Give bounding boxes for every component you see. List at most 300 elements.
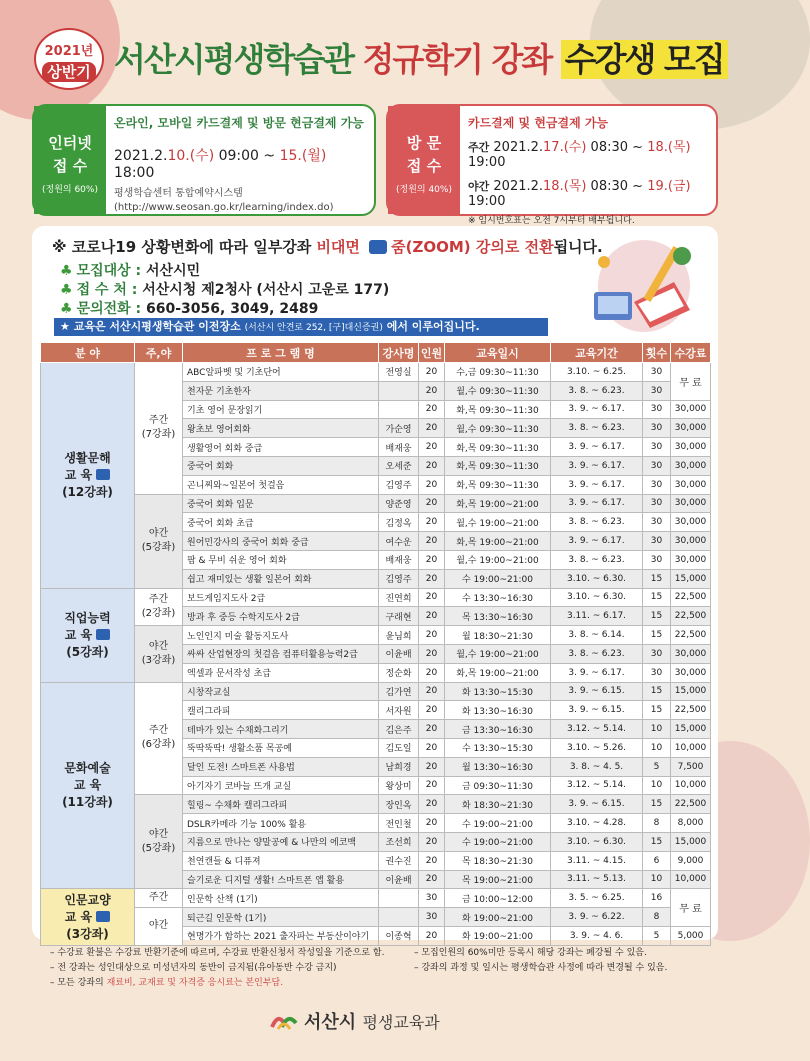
col-header: 주,야	[135, 343, 183, 363]
visit-note: ※ 임시번호표는 오전 7시부터 배부됩니다.	[468, 216, 635, 226]
cell-c: 8	[643, 908, 671, 927]
cell-d: 월,수 09:30~11:30	[445, 419, 551, 438]
cell-t: 배재웅	[379, 550, 419, 569]
logo-dept: 평생교육과	[362, 1013, 440, 1032]
category-name: 생활문해	[64, 450, 111, 465]
cell-fee: 15,000	[671, 682, 711, 701]
cell-r: 3. 9. ~ 4. 6.	[551, 926, 643, 945]
session-cell: 주간 (2강좌)	[135, 588, 183, 626]
cell-t: 윤님희	[379, 626, 419, 645]
cell-t	[379, 908, 419, 927]
session-cell: 야간	[135, 908, 183, 946]
cell-d: 수 19:00~21:00	[445, 832, 551, 851]
cell-c: 6	[643, 851, 671, 870]
cell-p: 쉽고 재미있는 생활 일본어 회화	[183, 569, 379, 588]
cell-d: 목 13:30~16:30	[445, 607, 551, 626]
page-title	[114, 34, 728, 81]
study-illustration	[574, 232, 704, 340]
cell-t: 김정옥	[379, 513, 419, 532]
cell-r: 3. 9. ~ 6.17.	[551, 456, 643, 475]
year-badge	[34, 28, 104, 90]
cell-d: 화,목 09:30~11:30	[445, 475, 551, 494]
badge-year: 2021년	[44, 44, 94, 59]
category-cell	[41, 889, 135, 945]
cell-r: 3.11. ~ 4.15.	[551, 851, 643, 870]
cell-n: 20	[419, 701, 445, 720]
cell-fee: 10,000	[671, 870, 711, 889]
col-header: 횟수	[643, 343, 671, 363]
cell-d: 월,수 19:00~21:00	[445, 550, 551, 569]
cell-c: 30	[643, 419, 671, 438]
cell-c: 15	[643, 701, 671, 720]
col-header: 수강료	[671, 343, 711, 363]
session-cell: 야간 (5강좌)	[135, 795, 183, 889]
cell-r: 3. 8. ~ 6.23.	[551, 419, 643, 438]
cell-n: 20	[419, 832, 445, 851]
cell-fee: 10,000	[671, 738, 711, 757]
cell-c: 30	[643, 550, 671, 569]
cell-c: 30	[643, 644, 671, 663]
cell-r: 3. 9. ~ 6.17.	[551, 400, 643, 419]
cell-t: 왕상미	[379, 776, 419, 795]
category-name-2: 교 육	[41, 467, 134, 484]
cell-c: 30	[643, 513, 671, 532]
col-header: 프 로 그 램 명	[183, 343, 379, 363]
cell-p: DSLR카메라 기능 100% 활용	[183, 814, 379, 833]
cell-t: 이윤배	[379, 870, 419, 889]
cell-p: 현명가가 함하는 2021 출자파는 부동산이야기	[183, 926, 379, 945]
cell-fee: 15,000	[671, 569, 711, 588]
cell-d: 화 19:00~21:00	[445, 926, 551, 945]
cell-p: 슬기로운 디지털 생활! 스마트폰 앱 활용	[183, 870, 379, 889]
cell-n: 20	[419, 720, 445, 739]
cell-p: 원어민강사의 중국어 회화 중급	[183, 532, 379, 551]
cell-p: 중국어 회화 입문	[183, 494, 379, 513]
cell-r: 3. 8. ~ 6.23.	[551, 550, 643, 569]
cell-r: 3. 5. ~ 6.25.	[551, 889, 643, 908]
table-row	[41, 889, 711, 908]
cell-t: 서자원	[379, 701, 419, 720]
cell-t: 정순화	[379, 663, 419, 682]
cell-d: 화 13:30~15:30	[445, 682, 551, 701]
cell-fee: 30,000	[671, 663, 711, 682]
cell-p: 싸싸 산업현장의 첫걸음 컴퓨터활용능력2급	[183, 644, 379, 663]
cell-p: 기초 영어 문장읽기	[183, 400, 379, 419]
title-part2: 정규학기 강좌	[362, 40, 561, 79]
internet-label-1: 인터넷	[48, 134, 92, 152]
cell-fee: 5,000	[671, 926, 711, 945]
cell-p: 엑셀과 문서작성 초급	[183, 663, 379, 682]
cell-d: 수 19:00~21:00	[445, 814, 551, 833]
visit-day-period: 주간 2021.2.17.(수) 08:30 ~ 18.(목) 19:00	[468, 140, 691, 170]
cell-d: 월 13:30~16:30	[445, 757, 551, 776]
cell-t: 김은주	[379, 720, 419, 739]
category-name: 문화예술	[64, 760, 111, 775]
internet-quota: (정원의 60%)	[42, 185, 98, 195]
cell-p: 팝 & 무비 쉬운 영어 회화	[183, 550, 379, 569]
cell-r: 3.10. ~ 6.25.	[551, 363, 643, 382]
cell-d: 화,목 09:30~11:30	[445, 456, 551, 475]
cell-r: 3. 8. ~ 6.23.	[551, 513, 643, 532]
cell-c: 15	[643, 607, 671, 626]
cell-c: 30	[643, 494, 671, 513]
cell-c: 5	[643, 926, 671, 945]
main-panel	[32, 226, 718, 943]
cell-fee: 22,500	[671, 607, 711, 626]
category-count: (5강좌)	[66, 644, 109, 659]
session-cell: 야간 (5강좌)	[135, 494, 183, 588]
session-cell: 야간 (3강좌)	[135, 626, 183, 682]
cell-r: 3.11. ~ 6.17.	[551, 607, 643, 626]
cell-t: 양준영	[379, 494, 419, 513]
category-name-2: 교 육	[73, 777, 102, 792]
cell-d: 화,목 19:00~21:00	[445, 494, 551, 513]
cell-p: 방과 후 중등 수학지도사 2급	[183, 607, 379, 626]
table-row	[41, 908, 711, 927]
internet-period: 2021.2.10.(수) 09:00 ~ 15.(월) 18:00	[114, 148, 327, 181]
cell-c: 30	[643, 532, 671, 551]
cell-p: 지름으로 만나는 양말공예 & 나만의 에코백	[183, 832, 379, 851]
category-count: (11강좌)	[62, 794, 113, 809]
cell-c: 15	[643, 682, 671, 701]
info-target: ♣ 모집대상 : 서산시민	[60, 263, 201, 279]
cell-p: 힐링~ 수채화 캘리그라피	[183, 795, 379, 814]
category-count: (12강좌)	[62, 484, 113, 499]
info-place: ♣ 접 수 처 : 서산시청 제2청사 (서산시 고운로 177)	[60, 282, 390, 298]
cell-n: 20	[419, 776, 445, 795]
title-part1: 서산시평생학습관	[114, 40, 363, 79]
cell-r: 3.12. ~ 5.14.	[551, 720, 643, 739]
cell-t: 김도일	[379, 738, 419, 757]
footnote-line-1: – 수강료 환불은 수강료 반환기준에 따르며, 수강료 반환신청서 작성일을 기준으로 함. – 모집인원의 60%미만 등록시 해당 강좌는 폐강될 수 있음.	[50, 948, 647, 958]
category-cell	[41, 588, 135, 682]
table-row	[41, 682, 711, 701]
cell-fee: 30,000	[671, 532, 711, 551]
cell-fee: 30,000	[671, 550, 711, 569]
cell-c: 30	[643, 475, 671, 494]
cell-d: 화 18:30~21:30	[445, 795, 551, 814]
cell-fee: 30,000	[671, 419, 711, 438]
table-row	[41, 588, 711, 607]
cell-d: 월,수 19:00~21:00	[445, 644, 551, 663]
cell-p: 퇴근길 인문학 (1기)	[183, 908, 379, 927]
info-phone: ♣ 문의전화 : 660-3056, 3049, 2489	[60, 301, 319, 317]
cell-p: 달인 도전! 스마트폰 사용법	[183, 757, 379, 776]
footnote-line-2: – 전 강좌는 성인대상으로 미성년자의 동반이 금지됨(유아동반 수강 금지) – 강좌의 과정 및 일시는 평생학습관 사정에 따라 변경될 수 있음.	[50, 963, 668, 973]
zoom-icon	[369, 240, 387, 254]
cell-d: 화 13:30~16:30	[445, 701, 551, 720]
cell-t: 전영실	[379, 363, 419, 382]
zoom-icon	[96, 629, 110, 640]
visit-label-2: 접 수	[406, 157, 442, 175]
badge-half: 상반기	[42, 62, 96, 82]
cell-c: 10	[643, 776, 671, 795]
cell-n: 20	[419, 663, 445, 682]
cell-t: 진연희	[379, 588, 419, 607]
cell-n: 20	[419, 475, 445, 494]
visit-label-1: 방 문	[406, 134, 442, 152]
fee-free-cell: 무 료	[671, 889, 711, 927]
table-row	[41, 494, 711, 513]
footnote-line-3: – 모든 강좌의 재료비, 교재료 및 자격증 응시료는 본인부담.	[50, 978, 284, 988]
cell-d: 수,금 09:30~11:30	[445, 363, 551, 382]
cell-r: 3. 8. ~ 6.14.	[551, 626, 643, 645]
cell-p: 노인인지 미술 활동지도사	[183, 626, 379, 645]
internet-method: 온라인, 모바일 카드결제 및 방문 현금결제 가능	[114, 116, 364, 130]
internet-site-name: 평생학습센터 통합예약시스템	[114, 188, 243, 199]
cell-d: 화 19:00~21:00	[445, 908, 551, 927]
cell-fee: 7,500	[671, 757, 711, 776]
cell-p: 생활영어 회화 중급	[183, 438, 379, 457]
cell-c: 5	[643, 757, 671, 776]
cell-fee: 22,500	[671, 795, 711, 814]
cell-t	[379, 889, 419, 908]
internet-label	[34, 106, 106, 214]
cell-d: 화,목 19:00~21:00	[445, 532, 551, 551]
col-header: 교육기간	[551, 343, 643, 363]
organization-logo	[270, 1008, 440, 1034]
cell-fee: 10,000	[671, 776, 711, 795]
cell-fee: 30,000	[671, 400, 711, 419]
category-cell	[41, 363, 135, 589]
cell-c: 10	[643, 738, 671, 757]
cell-p: 중국어 회화	[183, 456, 379, 475]
cell-c: 15	[643, 588, 671, 607]
visit-label	[388, 106, 460, 214]
title-part3: 수강생 모집	[561, 40, 728, 79]
footnotes	[50, 946, 720, 991]
cell-t: 가순영	[379, 419, 419, 438]
zoom-icon	[96, 469, 110, 480]
cell-t: 이윤배	[379, 644, 419, 663]
table-header-row	[41, 343, 711, 363]
cell-r: 3. 9. ~ 6.15.	[551, 682, 643, 701]
cell-r: 3.10. ~ 6.30.	[551, 832, 643, 851]
cell-t: 김영주	[379, 475, 419, 494]
cell-d: 수 13:30~15:30	[445, 738, 551, 757]
cell-d: 금 13:30~16:30	[445, 720, 551, 739]
cell-n: 20	[419, 400, 445, 419]
cell-c: 15	[643, 569, 671, 588]
fee-free-cell: 무 료	[671, 363, 711, 401]
cell-r: 3. 9. ~ 6.17.	[551, 438, 643, 457]
cell-r: 3. 8. ~ 6.23.	[551, 381, 643, 400]
cell-t: 남희경	[379, 757, 419, 776]
cell-c: 30	[643, 363, 671, 382]
visit-registration-box	[386, 104, 718, 226]
category-name-2: 교 육	[41, 909, 134, 926]
category-name: 인문교양	[64, 892, 111, 907]
cell-r: 3. 8. ~ 4. 5.	[551, 757, 643, 776]
cell-c: 15	[643, 832, 671, 851]
cell-c: 30	[643, 438, 671, 457]
cell-d: 목 18:30~21:30	[445, 851, 551, 870]
cell-p: 천연캔들 & 디퓨져	[183, 851, 379, 870]
cell-n: 20	[419, 381, 445, 400]
cell-r: 3. 9. ~ 6.17.	[551, 494, 643, 513]
cell-p: 시창작교실	[183, 682, 379, 701]
cell-n: 20	[419, 795, 445, 814]
cell-n: 20	[419, 513, 445, 532]
cell-t: 오세준	[379, 456, 419, 475]
cell-fee: 9,000	[671, 851, 711, 870]
category-name: 직업능력	[64, 610, 111, 625]
internet-label-2: 접 수	[52, 157, 88, 175]
cell-c: 30	[643, 400, 671, 419]
cell-fee: 30,000	[671, 644, 711, 663]
cell-p: 테마가 있는 수채화그리기	[183, 720, 379, 739]
cell-fee: 30,000	[671, 475, 711, 494]
cell-r: 3. 9. ~ 6.22.	[551, 908, 643, 927]
cell-n: 30	[419, 908, 445, 927]
cell-d: 수 13:30~16:30	[445, 588, 551, 607]
cell-c: 30	[643, 456, 671, 475]
cell-t: 전인철	[379, 814, 419, 833]
cell-fee: 30,000	[671, 494, 711, 513]
cell-d: 월,수 19:00~21:00	[445, 513, 551, 532]
cell-fee: 30,000	[671, 513, 711, 532]
category-name-2: 교 육	[41, 627, 134, 644]
cell-n: 20	[419, 682, 445, 701]
cell-c: 8	[643, 814, 671, 833]
col-header: 강사명	[379, 343, 419, 363]
cell-p: 보드게임지도사 2급	[183, 588, 379, 607]
cell-c: 30	[643, 381, 671, 400]
cell-p: 아기자기 코바늘 뜨개 교실	[183, 776, 379, 795]
cell-p: 곤니찌와~일본어 첫걸음	[183, 475, 379, 494]
cell-r: 3.11. ~ 5.13.	[551, 870, 643, 889]
bullet-icon: ♣	[60, 282, 73, 298]
cell-fee: 8,000	[671, 814, 711, 833]
cell-p: 인문학 산책 (1기)	[183, 889, 379, 908]
cell-t: 장인옥	[379, 795, 419, 814]
cell-r: 3.10. ~ 6.30.	[551, 588, 643, 607]
cell-c: 15	[643, 626, 671, 645]
covid-notice: ※ 코로나19 상황변화에 따라 일부강좌 비대면 줌(ZOOM) 강의로 전환됩니다.	[52, 238, 603, 256]
cell-r: 3. 9. ~ 6.17.	[551, 532, 643, 551]
visit-quota: (정원의 40%)	[396, 185, 452, 195]
session-cell: 주간 (6강좌)	[135, 682, 183, 795]
cell-n: 20	[419, 607, 445, 626]
cell-t	[379, 400, 419, 419]
course-schedule-table	[40, 342, 711, 946]
cell-d: 화,목 09:30~11:30	[445, 438, 551, 457]
cell-d: 화,목 19:00~21:00	[445, 663, 551, 682]
cell-p: 천자문 기초한자	[183, 381, 379, 400]
seosan-logo-icon	[270, 1011, 298, 1031]
cell-d: 월 18:30~21:30	[445, 626, 551, 645]
cell-fee: 30,000	[671, 456, 711, 475]
bullet-icon: ♣	[60, 263, 73, 279]
session-cell: 주간	[135, 889, 183, 908]
education-location-bar: ★ 교육은 서산시평생학습관 이전장소 (서산시 안견로 252, [구]대신증권) 에서 이루어집니다.	[54, 318, 548, 336]
category-cell	[41, 682, 135, 889]
cell-p: ABC알파벳 및 기초단어	[183, 363, 379, 382]
cell-n: 20	[419, 926, 445, 945]
table-row	[41, 626, 711, 645]
cell-r: 3. 9. ~ 6.15.	[551, 795, 643, 814]
cell-n: 20	[419, 626, 445, 645]
cell-c: 10	[643, 720, 671, 739]
cell-t	[379, 381, 419, 400]
cell-p: 캘리그라피	[183, 701, 379, 720]
cell-t: 구래현	[379, 607, 419, 626]
cell-n: 20	[419, 757, 445, 776]
cell-n: 20	[419, 814, 445, 833]
cell-d: 화,목 09:30~11:30	[445, 400, 551, 419]
internet-site-url[interactable]: (http://www.seosan.go.kr/learning/index.do)	[114, 202, 334, 213]
cell-n: 20	[419, 738, 445, 757]
cell-n: 20	[419, 851, 445, 870]
cell-n: 20	[419, 532, 445, 551]
category-count: (3강좌)	[66, 926, 109, 941]
cell-d: 수 19:00~21:00	[445, 569, 551, 588]
cell-n: 20	[419, 569, 445, 588]
cell-n: 20	[419, 438, 445, 457]
bullet-icon: ♣	[60, 301, 73, 317]
zoom-icon	[96, 911, 110, 922]
cell-d: 목 19:00~21:00	[445, 870, 551, 889]
cell-fee: 15,000	[671, 720, 711, 739]
cell-t: 이종혁	[379, 926, 419, 945]
cell-fee: 22,500	[671, 588, 711, 607]
cell-d: 금 10:00~12:00	[445, 889, 551, 908]
cell-r: 3. 9. ~ 6.15.	[551, 701, 643, 720]
cell-c: 16	[643, 889, 671, 908]
cell-n: 20	[419, 494, 445, 513]
cell-p: 왕초보 영어회화	[183, 419, 379, 438]
cell-n: 20	[419, 419, 445, 438]
cell-d: 월,수 09:30~11:30	[445, 381, 551, 400]
table-row	[41, 795, 711, 814]
cell-t: 조선희	[379, 832, 419, 851]
cell-t: 김가연	[379, 682, 419, 701]
cell-fee: 15,000	[671, 832, 711, 851]
logo-name: 서산시	[304, 1012, 357, 1033]
cell-n: 20	[419, 456, 445, 475]
col-header: 분 야	[41, 343, 135, 363]
cell-d: 금 09:30~11:30	[445, 776, 551, 795]
cell-t: 여수운	[379, 532, 419, 551]
cell-p: 중국어 회화 초급	[183, 513, 379, 532]
cell-r: 3.10. ~ 4.28.	[551, 814, 643, 833]
cell-c: 10	[643, 870, 671, 889]
col-header: 인원	[419, 343, 445, 363]
col-header: 교육일시	[445, 343, 551, 363]
table-row	[41, 363, 711, 382]
internet-registration-box	[32, 104, 376, 216]
cell-r: 3.12. ~ 5.14.	[551, 776, 643, 795]
cell-r: 3. 9. ~ 6.17.	[551, 475, 643, 494]
cell-fee: 30,000	[671, 438, 711, 457]
cell-r: 3.10. ~ 5.26.	[551, 738, 643, 757]
cell-r: 3. 8. ~ 6.23.	[551, 644, 643, 663]
cell-r: 3. 9. ~ 6.17.	[551, 663, 643, 682]
visit-night-period: 야간 2021.2.18.(목) 08:30 ~ 19.(금) 19:00	[468, 179, 691, 209]
cell-fee: 22,500	[671, 626, 711, 645]
session-cell: 주간 (7강좌)	[135, 363, 183, 495]
cell-p: 뚝딱뚝딱! 생활소품 목공예	[183, 738, 379, 757]
cell-c: 30	[643, 663, 671, 682]
cell-n: 20	[419, 588, 445, 607]
cell-n: 20	[419, 870, 445, 889]
visit-method: 카드결제 및 현금결제 가능	[468, 116, 609, 130]
cell-n: 20	[419, 550, 445, 569]
cell-r: 3.10. ~ 6.30.	[551, 569, 643, 588]
cell-c: 15	[643, 795, 671, 814]
cell-t: 권수진	[379, 851, 419, 870]
cell-n: 30	[419, 889, 445, 908]
